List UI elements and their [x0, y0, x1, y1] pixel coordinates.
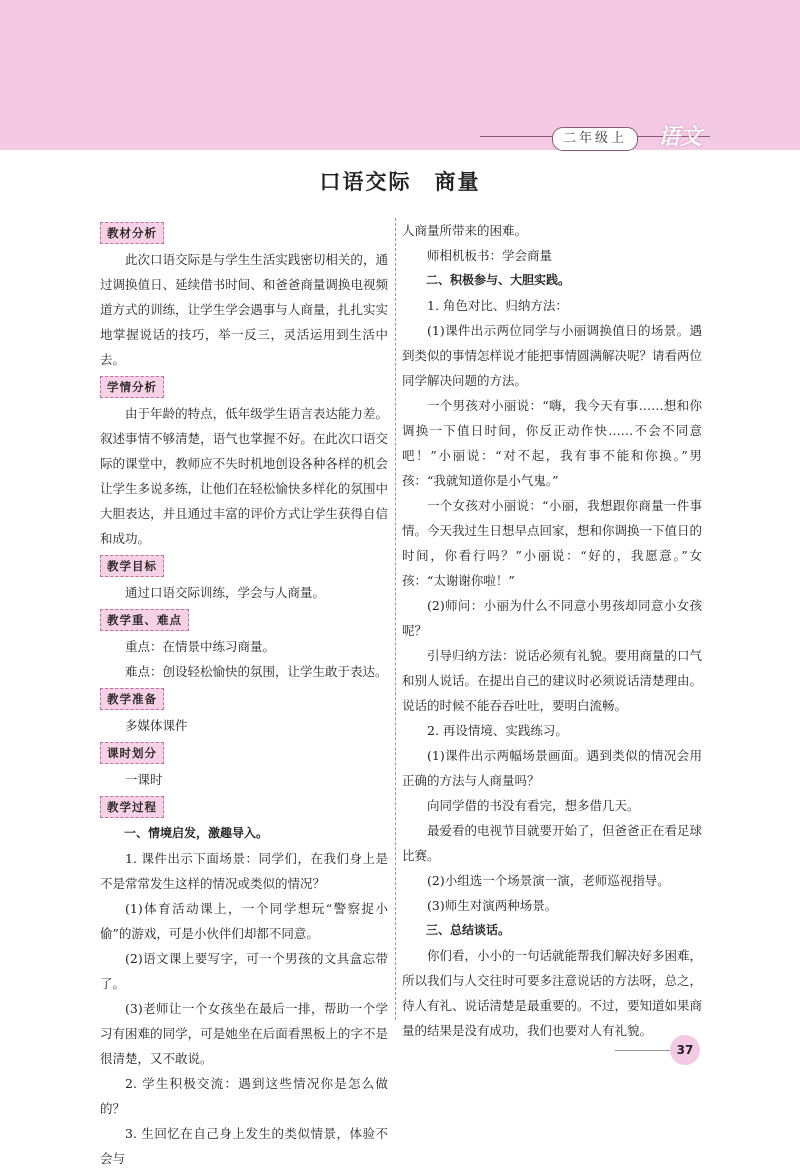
paragraph: 此次口语交际是与学生生活实践密切相关的，通过调换值日、延续借书时间、和爸爸商量调换电视频道方式的训练，让学生学会遇事与人商量，扎扎实实地掌握说话的技巧，举一反三，灵活运用到生活中去。 — [100, 252, 388, 367]
paragraph: 由于年龄的特点，低年级学生语言表达能力差。叙述事情不够清楚，语气也掌握不好。在此次口语交际的课堂中，教师应不失时机地创设各种各样的机会让学生多说多练，让他们在轻松愉快多样化的氛围中大胆表达，并且通过丰富的评价方式让学生获得自信和成功。 — [100, 406, 388, 546]
section-tag-goals: 教学目标 — [100, 555, 164, 577]
step-heading: 一、情境启发，激趣导入。 — [124, 826, 269, 840]
paragraph: (3)老师让一个女孩坐在最后一排，帮助一个学习有困难的同学，可是她坐在后面看黑板上的字不是很清楚，又不敢说。 — [100, 1001, 388, 1066]
column-divider — [395, 218, 396, 1020]
paragraph: (1)体育活动课上，一个同学想玩“警察捉小偷”的游戏，可是小伙伴们却都不同意。 — [100, 901, 388, 941]
subject-logo: 语文 — [658, 124, 703, 150]
paragraph: (2)师问：小丽为什么不同意小男孩却同意小女孩呢？ — [402, 598, 702, 638]
paragraph: (1)课件出示两位同学与小丽调换值日的场景。遇到类似的事情怎样说才能把事情圆满解决呢？请看两位同学解决问题的方法。 — [402, 323, 703, 388]
left-column — [100, 218, 388, 1171]
page-number-rule — [615, 1050, 673, 1051]
paragraph: 通过口语交际训练，学会与人商量。 — [125, 585, 326, 600]
paragraph: 一个男孩对小丽说：“嗨，我今天有事……想和你调换一下值日时间，你反正动作快……不会不同意吧！”小丽说：“对不起，我有事不能和你换。”男孩：“我就知道你是小气鬼。” — [402, 398, 702, 488]
paragraph: 一个女孩对小丽说：“小丽，我想跟你商量一件事情。今天我过生日想早点回家，想和你调换一下值日的时间，你看行吗？”小丽说：“好的，我愿意。”女孩：“太谢谢你啦！” — [402, 498, 703, 588]
section-tag-preparation: 教学准备 — [100, 688, 164, 710]
section-tag-process: 教学过程 — [100, 796, 164, 818]
paragraph: 你们看，小小的一句话就能帮我们解决好多困难，所以我们与人交往时可要多注意说话的方法呀，总之，待人有礼、说话清楚是最重要的。不过，要知道如果商量的结果是没有成功，我们也要对人有礼貌。 — [402, 948, 703, 1038]
paragraph: 人商量所带来的困难。 — [402, 223, 528, 238]
step-heading: 二、积极参与、大胆实践。 — [426, 273, 571, 287]
grade-label: 二年级上 — [552, 127, 638, 151]
page-number: 37 — [670, 1035, 700, 1065]
paragraph: 引导归纳方法：说话必须有礼貌。要用商量的口气和别人说话。在提出自己的建议时必须说话清楚理由。说话的时候不能吞吞吐吐，要明白流畅。 — [402, 648, 703, 713]
section-tag-keypoints: 教学重、难点 — [100, 609, 189, 631]
paragraph: 一课时 — [125, 772, 163, 787]
paragraph: (2)小组选一个场景演一演，老师巡视指导。 — [427, 873, 670, 888]
paragraph: 1. 角色对比、归纳方法： — [427, 298, 568, 313]
paragraph: 重点：在情景中练习商量。 — [125, 639, 276, 654]
section-tag-periods: 课时划分 — [100, 742, 164, 764]
paragraph: 3. 生回忆在自己身上发生的类似情景，体验不会与 — [100, 1126, 388, 1166]
paragraph: (2)语文课上要写字，可一个男孩的文具盒忘带了。 — [100, 951, 388, 991]
paragraph: 师相机板书：学会商量 — [427, 248, 553, 263]
paragraph: 2. 学生积极交流：遇到这些情况你是怎么做的？ — [100, 1076, 388, 1116]
right-column — [402, 218, 702, 1043]
section-tag-learners: 学情分析 — [100, 376, 164, 398]
paragraph: (3)师生对演两种场景。 — [427, 898, 558, 913]
paragraph: 1. 课件出示下面场景：同学们，在我们身上是不是常常发生这样的情况或类似的情况？ — [100, 851, 388, 891]
paragraph: 多媒体课件 — [125, 718, 188, 733]
page-title: 口语交际 商量 — [319, 170, 481, 194]
paragraph: (1)课件出示两幅场景画面。遇到类似的情况会用正确的方法与人商量吗？ — [402, 748, 702, 788]
paragraph: 2. 再设情境、实践练习。 — [427, 723, 568, 738]
paragraph: 最爱看的电视节目就要开始了，但爸爸正在看足球比赛。 — [402, 823, 703, 863]
paragraph: 向同学借的书没有看完，想多借几天。 — [427, 798, 640, 813]
paragraph: 难点：创设轻松愉快的氛围，让学生敢于表达。 — [125, 664, 388, 679]
step-heading: 三、总结谈话。 — [426, 923, 511, 937]
section-tag-materials: 教材分析 — [100, 222, 164, 244]
